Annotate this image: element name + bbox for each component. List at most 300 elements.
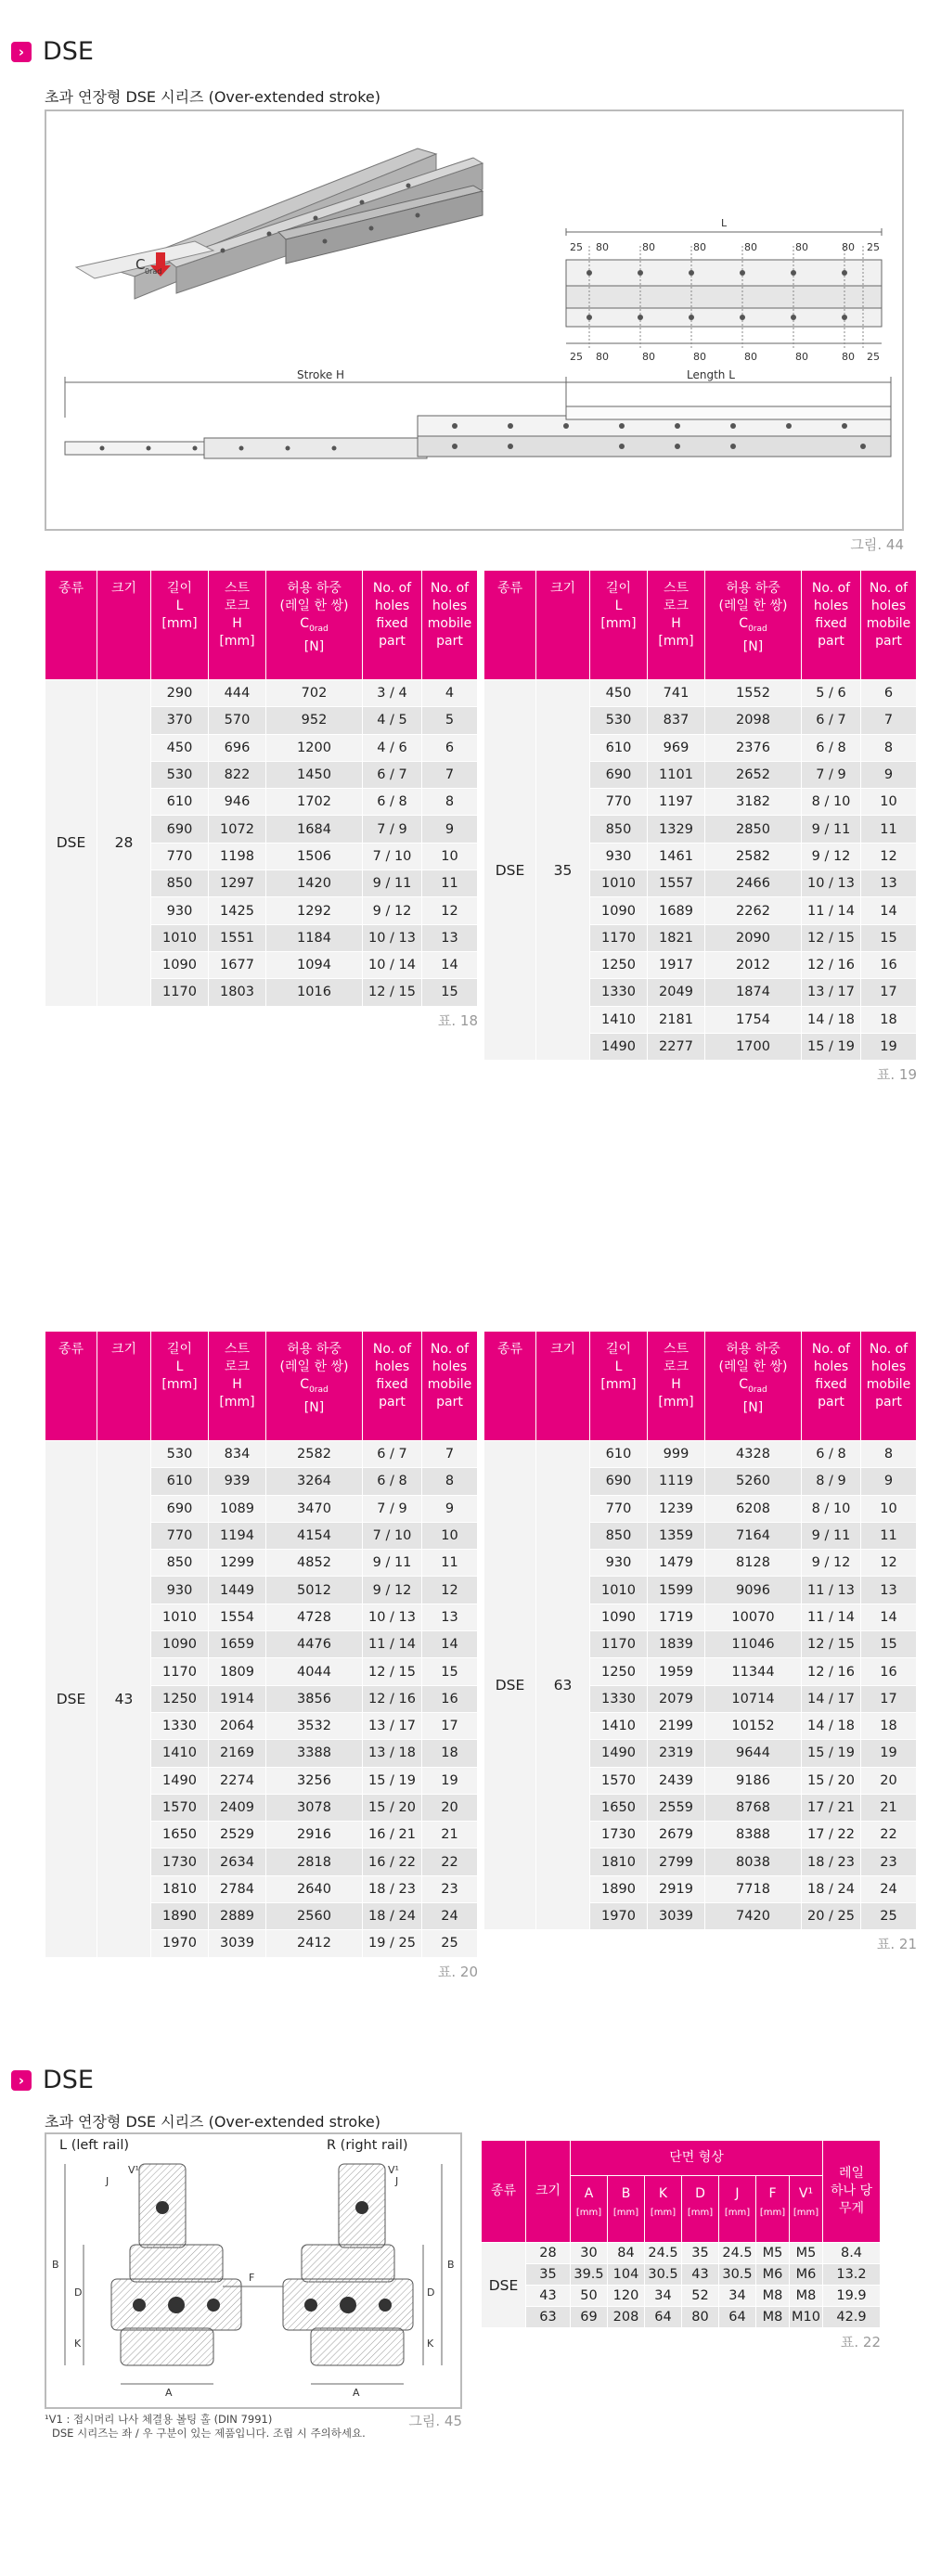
dim-J-right: J — [395, 2175, 399, 2187]
table-cell: 850 — [590, 816, 648, 843]
figure-45-note-1: ¹V1 : 접시머리 나사 체결용 볼팅 홀 (DIN 7991) — [45, 2413, 273, 2426]
table-cell: 834 — [209, 1441, 266, 1468]
table-cell: 1890 — [151, 1903, 209, 1930]
table-cell: 3039 — [209, 1930, 266, 1957]
section-header-2 — [11, 2066, 94, 2094]
dim-D-right: D — [427, 2286, 435, 2299]
table-cell: 6208 — [705, 1495, 802, 1522]
table-cell: 1677 — [209, 951, 266, 978]
table-cell: 4044 — [266, 1658, 363, 1685]
table-cell: 11046 — [705, 1631, 802, 1658]
table-cell: 610 — [151, 789, 209, 816]
table-cell: 1200 — [266, 734, 363, 761]
table-cell: 3264 — [266, 1468, 363, 1495]
table-cell: 28 — [526, 2243, 571, 2264]
table-cell: 9186 — [705, 1767, 802, 1794]
table-cell: 3078 — [266, 1794, 363, 1821]
table-cell: 52 — [682, 2286, 719, 2307]
table-cell: 20 — [861, 1767, 917, 1794]
table-cell: 104 — [608, 2264, 645, 2286]
cross-section-drawing — [46, 2157, 460, 2407]
header-size: 크기 — [97, 571, 151, 680]
table-cell: 1730 — [590, 1822, 648, 1848]
table-cell: 9644 — [705, 1740, 802, 1767]
table-cell: 1599 — [648, 1577, 705, 1604]
table-row — [482, 2243, 881, 2264]
table-cell: 1551 — [209, 924, 266, 951]
table-cell: 1250 — [590, 1658, 648, 1685]
table-row — [484, 1441, 917, 1468]
table-cell: 3856 — [266, 1685, 363, 1712]
table-18-wrap — [45, 570, 478, 1030]
table-cell: 2889 — [209, 1903, 266, 1930]
dim-J-left: J — [106, 2175, 110, 2187]
table-cell: 610 — [151, 1468, 209, 1495]
table-cell: 1570 — [151, 1794, 209, 1821]
table-cell: 35 — [682, 2243, 719, 2264]
table-cell: 13 / 18 — [363, 1740, 422, 1767]
table-cell: 3182 — [705, 789, 802, 816]
table-cell: 9 — [861, 1468, 917, 1495]
header-col: J [mm] — [719, 2176, 756, 2243]
length-label: Length L — [687, 368, 735, 381]
table-cell: 43 — [526, 2286, 571, 2307]
rail-drawing — [46, 111, 902, 529]
table-cell: 12 — [861, 1550, 917, 1577]
table-cell: 770 — [590, 789, 648, 816]
table-cell: 11 — [422, 870, 478, 897]
table-cell: 850 — [590, 1522, 648, 1549]
table-cell: 7 / 10 — [363, 1522, 422, 1549]
table-cell: M8 — [790, 2286, 823, 2307]
table-cell: 1970 — [590, 1903, 648, 1930]
table-cell: 12 — [861, 843, 917, 869]
table-cell: 1659 — [209, 1631, 266, 1658]
top-dim-label: 80 — [842, 241, 855, 253]
header-holes-fixed: No. of holes fixed part — [802, 571, 861, 680]
header-length: 길이 L [mm] — [590, 1332, 648, 1441]
table-cell: 690 — [151, 816, 209, 843]
table-cell: 2274 — [209, 1767, 266, 1794]
table-cell: 1959 — [648, 1658, 705, 1685]
table-cell: 1010 — [151, 924, 209, 951]
table-cell: 2799 — [648, 1848, 705, 1875]
table-cell: 17 — [861, 979, 917, 1006]
table-cell: 1194 — [209, 1522, 266, 1549]
table-cell: 1570 — [590, 1767, 648, 1794]
table-cell: 2049 — [648, 979, 705, 1006]
table-cell: 770 — [151, 1522, 209, 1549]
table-row — [45, 680, 478, 707]
table-18-caption: 표. 18 — [437, 1011, 478, 1029]
bottom-dim-label: 80 — [642, 351, 655, 363]
top-dim-label: 25 — [867, 241, 880, 253]
type-cell: DSE — [45, 680, 97, 1007]
table-cell: 39.5 — [571, 2264, 608, 2286]
header-type: 종류 — [45, 1332, 97, 1441]
table-cell: 930 — [151, 1577, 209, 1604]
table-cell: 1299 — [209, 1550, 266, 1577]
type-cell: DSE — [484, 1441, 536, 1930]
table-cell: 370 — [151, 707, 209, 734]
dim-K-right: K — [427, 2338, 434, 2350]
table-cell: 3532 — [266, 1712, 363, 1739]
table-row — [482, 2264, 881, 2286]
table-cell: 999 — [648, 1441, 705, 1468]
table-cell: 1650 — [590, 1794, 648, 1821]
figure-44 — [45, 109, 904, 531]
table-cell: 12 — [422, 1577, 478, 1604]
table-cell: 7 / 9 — [363, 816, 422, 843]
table-cell: 208 — [608, 2307, 645, 2328]
table-cell: 530 — [590, 707, 648, 734]
section-header — [11, 37, 94, 66]
header-holes-mobile: No. of holes mobile part — [422, 1332, 478, 1441]
table-cell: 946 — [209, 789, 266, 816]
table-cell: 23 — [422, 1875, 478, 1902]
table-cell: 10714 — [705, 1685, 802, 1712]
table-cell: M5 — [790, 2243, 823, 2264]
table-cell: 10 — [422, 843, 478, 869]
header-size: 크기 — [97, 1332, 151, 1441]
table-cell: 2079 — [648, 1685, 705, 1712]
table-cell: 6 / 7 — [802, 707, 861, 734]
table-cell: 2850 — [705, 816, 802, 843]
table-cell: 1410 — [590, 1006, 648, 1033]
table-cell: 2818 — [266, 1848, 363, 1875]
table-cell: 10 / 13 — [363, 924, 422, 951]
table-cell: 10 — [861, 1495, 917, 1522]
table-22-caption: 표. 22 — [840, 2334, 881, 2351]
table-cell: 1754 — [705, 1006, 802, 1033]
table-cell: 6 — [861, 680, 917, 707]
table-cell: 1810 — [590, 1848, 648, 1875]
bottom-dimension-labels — [570, 351, 880, 363]
table-cell: 1359 — [648, 1522, 705, 1549]
table-cell: M10 — [790, 2307, 823, 2328]
bottom-dim-label: 80 — [842, 351, 855, 363]
table-cell: 25 — [861, 1903, 917, 1930]
top-dim-label: 80 — [642, 241, 655, 253]
table-cell: 10 / 13 — [802, 870, 861, 897]
table-cell: 14 / 18 — [802, 1006, 861, 1033]
header-length: 길이 L [mm] — [151, 571, 209, 680]
table-cell: 12 / 15 — [363, 1658, 422, 1685]
table-cell: 30.5 — [719, 2264, 756, 2286]
table-cell: 11344 — [705, 1658, 802, 1685]
table-cell: 1490 — [151, 1767, 209, 1794]
table-cell: 9 / 11 — [802, 1522, 861, 1549]
table-cell: 25 — [422, 1930, 478, 1957]
table-cell: 1410 — [590, 1712, 648, 1739]
table-cell: 1970 — [151, 1930, 209, 1957]
dim-F: F — [249, 2272, 255, 2284]
section-title-2: DSE — [43, 2066, 94, 2094]
table-cell: 18 — [861, 1712, 917, 1739]
bottom-dim-label: 80 — [744, 351, 757, 363]
table-cell: 11 — [861, 1522, 917, 1549]
table-cell: 1479 — [648, 1550, 705, 1577]
table-cell: 24.5 — [719, 2243, 756, 2264]
table-cell: 17 / 21 — [802, 1794, 861, 1821]
table-cell: 7164 — [705, 1522, 802, 1549]
table-cell: 20 — [422, 1794, 478, 1821]
header-load: 허용 하중 (레일 한 쌍) $C_{0rad}$ [N] — [266, 1332, 363, 1441]
table-cell: 2634 — [209, 1848, 266, 1875]
table-cell: 610 — [590, 1441, 648, 1468]
table-cell: 2652 — [705, 761, 802, 788]
table-cell: 19 — [422, 1767, 478, 1794]
table-cell: 24.5 — [645, 2243, 682, 2264]
table-cell: 5260 — [705, 1468, 802, 1495]
rail-3d-illustration — [76, 148, 483, 299]
table-cell: 12 / 15 — [802, 924, 861, 951]
table-cell: 15 / 19 — [363, 1767, 422, 1794]
header-load: 허용 하중 (레일 한 쌍) $C_{0rad}$ [N] — [266, 571, 363, 680]
table-cell: 6 / 8 — [363, 789, 422, 816]
table-cell: 1072 — [209, 816, 266, 843]
table-cell: 2559 — [648, 1794, 705, 1821]
table-cell: M5 — [756, 2243, 790, 2264]
table-cell: 1090 — [151, 1631, 209, 1658]
header-load: 허용 하중 (레일 한 쌍) $C_{0rad}$ [N] — [705, 1332, 802, 1441]
header-col: A [mm] — [571, 2176, 608, 2243]
table-cell: 2582 — [705, 843, 802, 869]
table-cell: 18 — [422, 1740, 478, 1767]
table-cell: 290 — [151, 680, 209, 707]
table-cell: 2262 — [705, 897, 802, 924]
table-cell: 930 — [590, 843, 648, 869]
table-cell: 7420 — [705, 1903, 802, 1930]
table-cell: 3 / 4 — [363, 680, 422, 707]
table-cell: 21 — [422, 1822, 478, 1848]
table-cell: 14 — [861, 897, 917, 924]
table-cell: 12 / 15 — [802, 1631, 861, 1658]
table-cell: 9 — [861, 761, 917, 788]
table-cell: 64 — [645, 2307, 682, 2328]
section-subtitle: 초과 연장형 DSE 시리즈 (Over-extended stroke) — [45, 88, 380, 106]
table-cell: 8388 — [705, 1822, 802, 1848]
table-cell: 1490 — [590, 1033, 648, 1060]
table-cell: 1016 — [266, 979, 363, 1006]
table-cell: 1010 — [151, 1604, 209, 1630]
header-length: 길이 L [mm] — [151, 1332, 209, 1441]
table-cell: 1557 — [648, 870, 705, 897]
table-20-wrap — [45, 1331, 478, 1981]
size-cell: 63 — [536, 1441, 590, 1930]
dim-A-left: A — [165, 2387, 173, 2399]
table-cell: 2319 — [648, 1740, 705, 1767]
table-cell: 69 — [571, 2307, 608, 2328]
load-label-sub: 0rad — [145, 267, 162, 276]
table-cell: 10 / 13 — [363, 1604, 422, 1630]
table-cell: 5012 — [266, 1577, 363, 1604]
header-stroke: 스트 로크 H [mm] — [209, 1332, 266, 1441]
table-cell: 1198 — [209, 843, 266, 869]
chevron-right-icon: › — [11, 2070, 32, 2091]
size-cell: 28 — [97, 680, 151, 1007]
table-cell: 2919 — [648, 1875, 705, 1902]
table-cell: 14 — [422, 951, 478, 978]
table-cell: M8 — [756, 2286, 790, 2307]
table-20 — [45, 1331, 478, 1958]
bottom-dim-label: 25 — [570, 351, 583, 363]
table-cell: 570 — [209, 707, 266, 734]
table-cell: 11 / 14 — [802, 897, 861, 924]
table-cell: 18 / 23 — [802, 1848, 861, 1875]
dim-V1-right: V¹ — [388, 2164, 399, 2176]
table-cell: 610 — [590, 734, 648, 761]
table-cell: 939 — [209, 1468, 266, 1495]
table-cell: 8038 — [705, 1848, 802, 1875]
table-cell: 17 / 22 — [802, 1822, 861, 1848]
table-cell: 10070 — [705, 1604, 802, 1630]
table-cell: 4 — [422, 680, 478, 707]
dim-A-right: A — [353, 2387, 360, 2399]
table-cell: 13 — [861, 870, 917, 897]
left-rail-label: L (left rail) — [59, 2138, 129, 2153]
table-cell: 2090 — [705, 924, 802, 951]
table-cell: 6 / 8 — [802, 734, 861, 761]
table-cell: 10 / 14 — [363, 951, 422, 978]
table-cell: 1090 — [151, 951, 209, 978]
dim-B-right: B — [447, 2259, 455, 2271]
figure-44-caption: 그림. 44 — [850, 536, 904, 553]
table-cell: 8.4 — [823, 2243, 881, 2264]
table-cell: 2098 — [705, 707, 802, 734]
table-cell: 4852 — [266, 1550, 363, 1577]
table-22 — [481, 2140, 881, 2328]
table-cell: 11 — [861, 816, 917, 843]
table-cell: 1197 — [648, 789, 705, 816]
top-dim-label: 80 — [744, 241, 757, 253]
table-cell: 2169 — [209, 1740, 266, 1767]
table-cell: 9 / 12 — [802, 843, 861, 869]
top-dim-label: 80 — [693, 241, 706, 253]
table-cell: 16 / 22 — [363, 1848, 422, 1875]
table-cell: 24 — [422, 1903, 478, 1930]
table-cell: 1425 — [209, 897, 266, 924]
table-cell: 43 — [682, 2264, 719, 2286]
table-cell: 13.2 — [823, 2264, 881, 2286]
table-cell: 2582 — [266, 1441, 363, 1468]
table-cell: 2916 — [266, 1822, 363, 1848]
top-dim-label: 80 — [596, 241, 609, 253]
table-cell: 9 — [422, 1495, 478, 1522]
table-21-caption: 표. 21 — [876, 1936, 917, 1953]
table-cell: 2412 — [266, 1930, 363, 1957]
table-cell: 1450 — [266, 761, 363, 788]
table-cell: 10152 — [705, 1712, 802, 1739]
table-cell: 50 — [571, 2286, 608, 2307]
table-cell: 18 / 23 — [363, 1875, 422, 1902]
table-cell: 9 / 11 — [363, 870, 422, 897]
table-cell: 1170 — [590, 1631, 648, 1658]
header-col: B [mm] — [608, 2176, 645, 2243]
table-cell: 2199 — [648, 1712, 705, 1739]
dim-K-left: K — [74, 2338, 82, 2350]
table-cell: 1702 — [266, 789, 363, 816]
table-cell: 1119 — [648, 1468, 705, 1495]
table-cell: 9 / 11 — [363, 1550, 422, 1577]
header-size: 크기 — [536, 1332, 590, 1441]
table-cell: 1890 — [590, 1875, 648, 1902]
right-rail-label: R (right rail) — [327, 2138, 408, 2153]
header-holes-fixed: No. of holes fixed part — [363, 1332, 422, 1441]
table-cell: 13 / 17 — [802, 979, 861, 1006]
header-col: F [mm] — [756, 2176, 790, 2243]
load-label: C — [135, 256, 146, 273]
table-cell: 8 — [422, 789, 478, 816]
header-length: 길이 L [mm] — [590, 571, 648, 680]
table-cell: 1803 — [209, 979, 266, 1006]
extended-rail-drawing — [65, 377, 891, 458]
table-cell: 696 — [209, 734, 266, 761]
table-cell: 8128 — [705, 1550, 802, 1577]
table-cell: 7 — [422, 761, 478, 788]
table-cell: 1700 — [705, 1033, 802, 1060]
table-cell: 3388 — [266, 1740, 363, 1767]
header-holes-fixed: No. of holes fixed part — [363, 571, 422, 680]
header-section: 단면 형상 — [571, 2141, 823, 2176]
dim-V1-left: V¹ — [128, 2164, 139, 2176]
table-cell: 1410 — [151, 1740, 209, 1767]
table-cell: 930 — [151, 897, 209, 924]
table-cell: 8 / 10 — [802, 1495, 861, 1522]
table-cell: 4476 — [266, 1631, 363, 1658]
table-18 — [45, 570, 478, 1007]
table-cell: 15 / 19 — [802, 1740, 861, 1767]
table-cell: 12 / 16 — [802, 1658, 861, 1685]
type-cell: DSE — [482, 2243, 526, 2328]
table-cell: 7 — [422, 1441, 478, 1468]
table-cell: 8 / 9 — [802, 1468, 861, 1495]
table-cell: 1650 — [151, 1822, 209, 1848]
table-cell: 9 / 11 — [802, 816, 861, 843]
table-cell: 1719 — [648, 1604, 705, 1630]
table-cell: 17 — [861, 1685, 917, 1712]
table-cell: 3470 — [266, 1495, 363, 1522]
table-cell: 8 — [861, 734, 917, 761]
table-cell: 12 / 16 — [363, 1685, 422, 1712]
table-cell: 2529 — [209, 1822, 266, 1848]
figure-45-caption: 그림. 45 — [408, 2413, 462, 2429]
table-cell: 2466 — [705, 870, 802, 897]
table-cell: 1250 — [590, 951, 648, 978]
table-19-caption: 표. 19 — [876, 1066, 917, 1084]
table-cell: 1552 — [705, 680, 802, 707]
table-cell: 7 — [861, 707, 917, 734]
table-cell: 2012 — [705, 951, 802, 978]
table-cell: 1094 — [266, 951, 363, 978]
header-stroke: 스트 로크 H [mm] — [648, 1332, 705, 1441]
table-cell: 2784 — [209, 1875, 266, 1902]
type-cell: DSE — [484, 680, 536, 1061]
table-cell: 1250 — [151, 1685, 209, 1712]
table-cell: 80 — [682, 2307, 719, 2328]
table-cell: 1329 — [648, 816, 705, 843]
top-dim-label: 25 — [570, 241, 583, 253]
table-cell: 4328 — [705, 1441, 802, 1468]
table-cell: 1010 — [590, 1577, 648, 1604]
table-cell: 35 — [526, 2264, 571, 2286]
table-cell: 13 / 17 — [363, 1712, 422, 1739]
table-cell: 850 — [151, 1550, 209, 1577]
table-cell: 4 / 5 — [363, 707, 422, 734]
table-cell: 770 — [590, 1495, 648, 1522]
table-cell: 15 — [861, 924, 917, 951]
rail-hole-spacing-drawing — [566, 228, 882, 348]
